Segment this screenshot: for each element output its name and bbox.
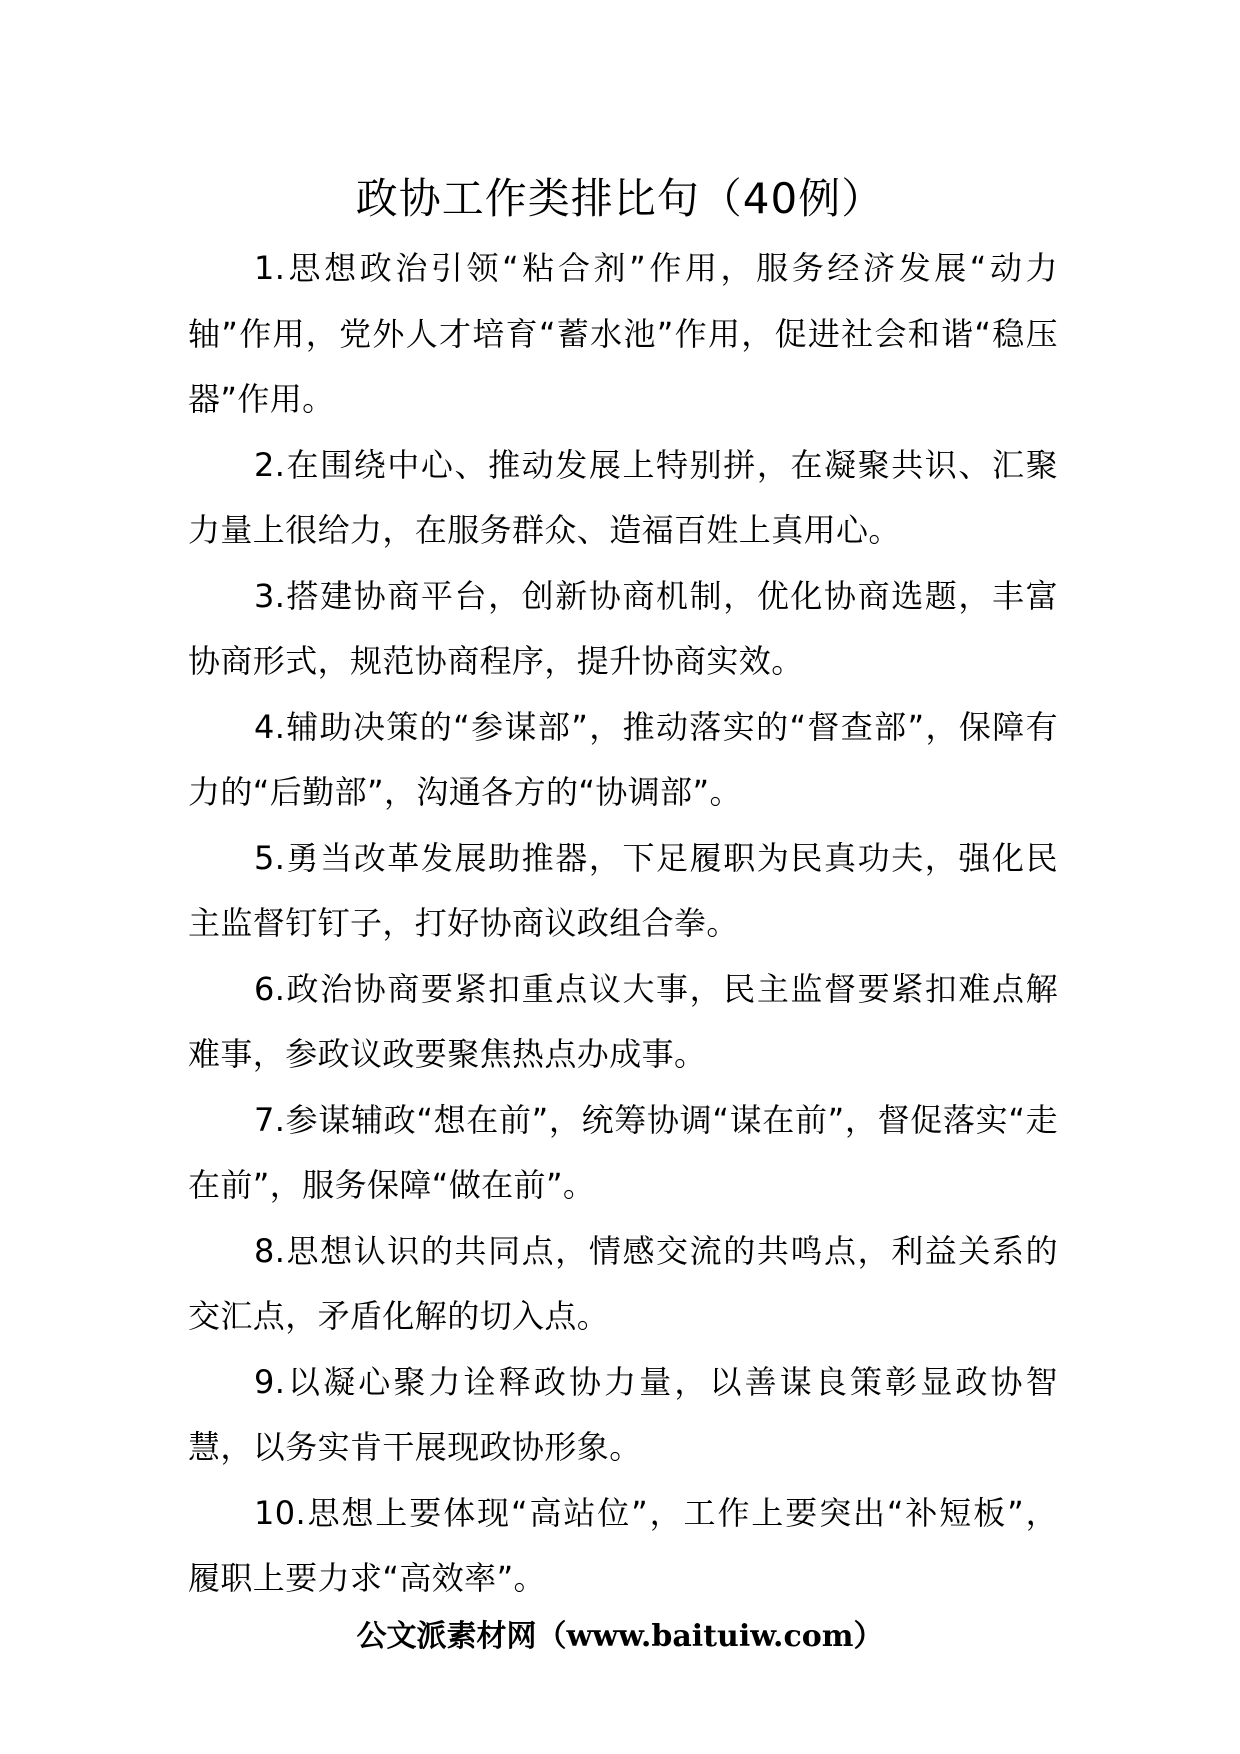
paragraph-10: 10.思想上要体现“高站位”，工作上要突出“补短板”， 履职上要力求“高效率”。 xyxy=(188,1493,1058,1597)
paragraph-4: 4.辅助决策的“参谋部”，推动落实的“督查部”，保障有力的“后勤部”，沟通各方的“协调部”。 xyxy=(188,707,1058,811)
paragraph-3: 3.搭建协商平台，创新协商机制，优化协商选题，丰富协商形式，规范协商程序，提升协商实效。 xyxy=(188,576,1058,680)
paragraph-7: 7.参谋辅政“想在前”，统筹协调“谋在前”，督促落实“走在前”，服务保障“做在前”。 xyxy=(188,1100,1058,1204)
paragraph-6: 6.政治协商要紧扣重点议大事，民主监督要紧扣难点解难事，参政议政要聚焦热点办成事。 xyxy=(188,969,1058,1073)
paragraph-9: 9.以凝心聚力诠释政协力量，以善谋良策彰显政协智慧，以务实肯干展现政协形象。 xyxy=(188,1362,1058,1466)
paragraph-1: 1.思想政治引领“粘合剂”作用，服务经济发展“动力轴”作用，党外人才培育“蓄水池”作用，促进社会和谐“稳压器”作用。 xyxy=(188,249,1058,418)
paragraph-2: 2.在围绕中心、推动发展上特别拼，在凝聚共识、汇聚力量上很给力，在服务群众、造福百姓上真用心。 xyxy=(188,445,1058,549)
paragraph-8: 8.思想认识的共同点，情感交流的共鸣点，利益关系的交汇点，矛盾化解的切入点。 xyxy=(188,1231,1058,1335)
document-title: 政协工作类排比句（40例） xyxy=(355,174,885,223)
document-body xyxy=(188,236,1058,1612)
paragraph-5: 5.勇当改革发展助推器，下足履职为民真功夫，强化民主监督钉钉子，打好协商议政组合拳。 xyxy=(188,838,1058,942)
page-footer-watermark: 公文派素材网（www.baituiw.com） xyxy=(356,1619,884,1654)
